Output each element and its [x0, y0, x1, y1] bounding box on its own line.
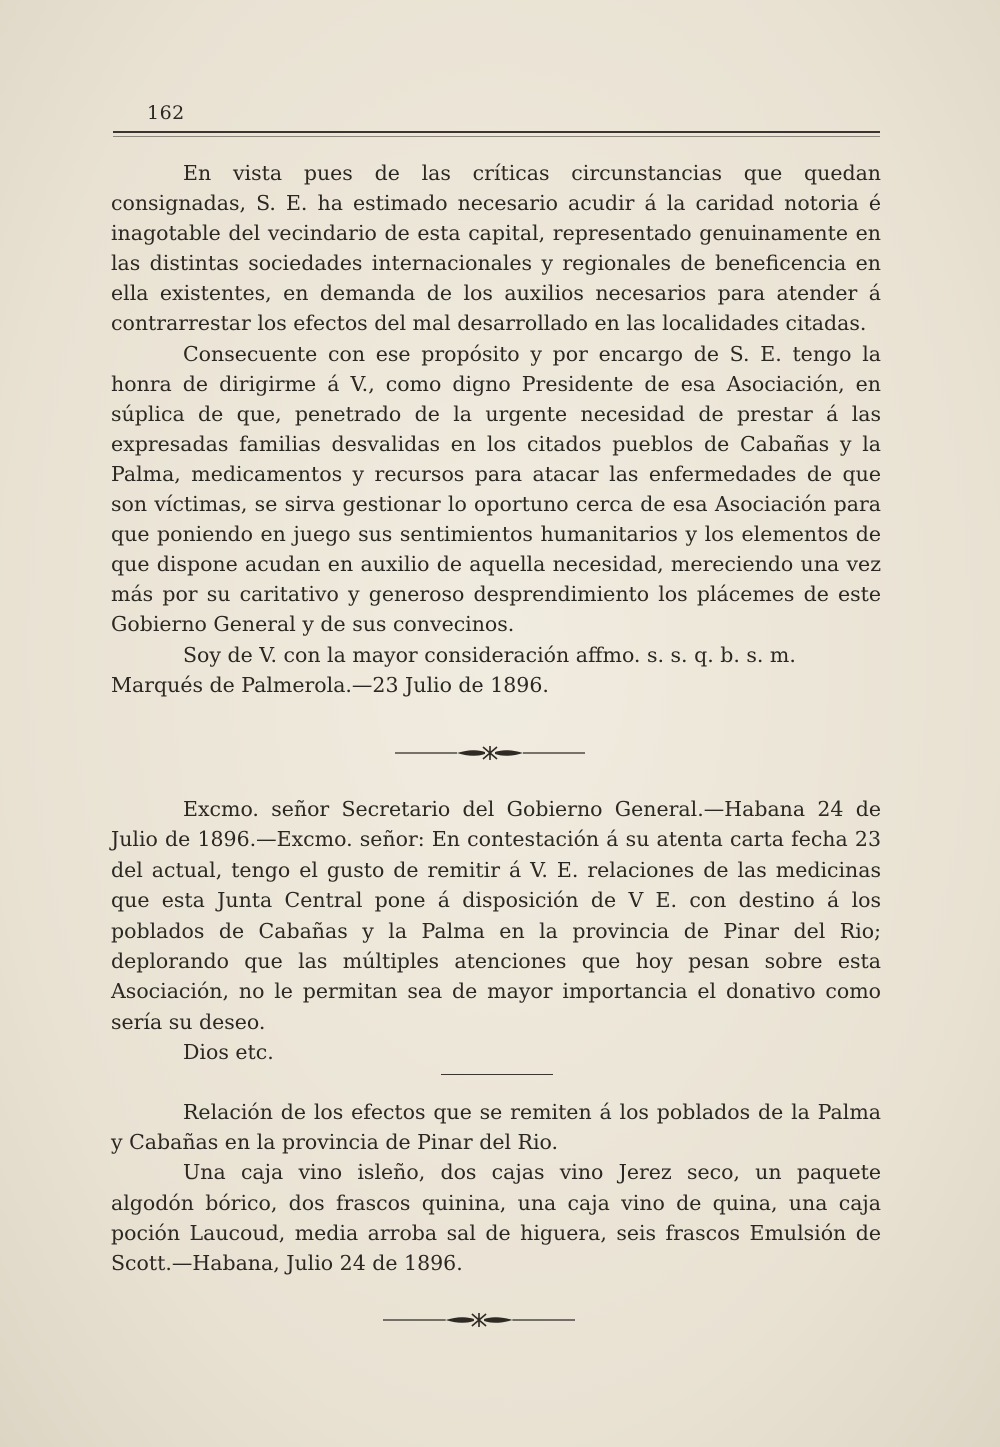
paragraph: Una caja vino isleño, dos cajas vino Jerez seco, un paquete algodón bórico, dos frascos quinina, una caja vino de quina, una caja poción Laucoud, media arroba sal de higuera, seis frascos Emulsión de Scott.—Habana, Julio 24 de 1896. — [111, 1160, 881, 1276]
paragraph: En vista pues de las críticas circunstancias que quedan consignadas, S. E. ha estimado necesario acudir á la caridad notoria é inagotable del vecindario de esta capital, representado genuinamente en las distintas sociedades internacionales y regionales de beneficencia en ella existentes, en demanda de los auxilios necesarios para atender á contrarrestar los efectos del mal desarrollado en las localidades citadas. — [111, 161, 881, 336]
paragraph: Excmo. señor Secretario del Gobierno General.—Habana 24 de Julio de 1896.—Excmo. señor: En contestación á su atenta carta fecha 23 del actual, tengo el gusto de remitir á V. E. relaciones de las medicinas que esta Junta Central pone á disposición de V E. con destino á los poblados de Cabañas y la Palma en la provincia de Pinar del Rio; deplorando que las múltiples atenciones que hoy pesan sobre esta Asociación, no le permitan sea de mayor importancia el donativo como sería su deseo. — [111, 797, 881, 1034]
paragraph: Consecuente con ese propósito y por encargo de S. E. tengo la honra de dirigirme á V., como digno Presidente de esa Asociación, en súplica de que, penetrado de la urgente necesidad de prestar á las expresadas familias desvalidas en los citados pueblos de Cabañas y la Palma, medicamentos y recursos para atacar las enfermedades de que son víctimas, se sirva gestionar lo oportuno cerca de esa Asociación para que poniendo en juego sus sentimientos humanitarios y los elementos de que dispone acudan en auxilio de aquella necesidad, mereciendo una vez más por su caritativo y generoso desprendimiento los plácemes de este Gobierno General y de sus convecinos. — [111, 341, 881, 637]
ornament-divider — [395, 745, 585, 761]
header-rule — [113, 131, 880, 133]
paragraph: Relación de los efectos que se remiten á los poblados de la Palma y Cabañas en la provincia de Pinar del Rio. — [111, 1100, 881, 1155]
ornament-divider — [383, 1312, 575, 1328]
relation-of-effects — [111, 1097, 881, 1278]
signature-line: Marqués de Palmerola.—23 Julio de 1896. — [111, 672, 549, 697]
letter-palmerola — [111, 158, 881, 700]
section-rule — [441, 1074, 553, 1075]
paragraph: Soy de V. con la mayor consideración affmo. s. s. q. b. s. m. — [183, 642, 796, 667]
paragraph: Dios etc. — [183, 1040, 274, 1065]
reply-letter — [111, 794, 881, 1068]
page-number: 162 — [147, 102, 185, 124]
